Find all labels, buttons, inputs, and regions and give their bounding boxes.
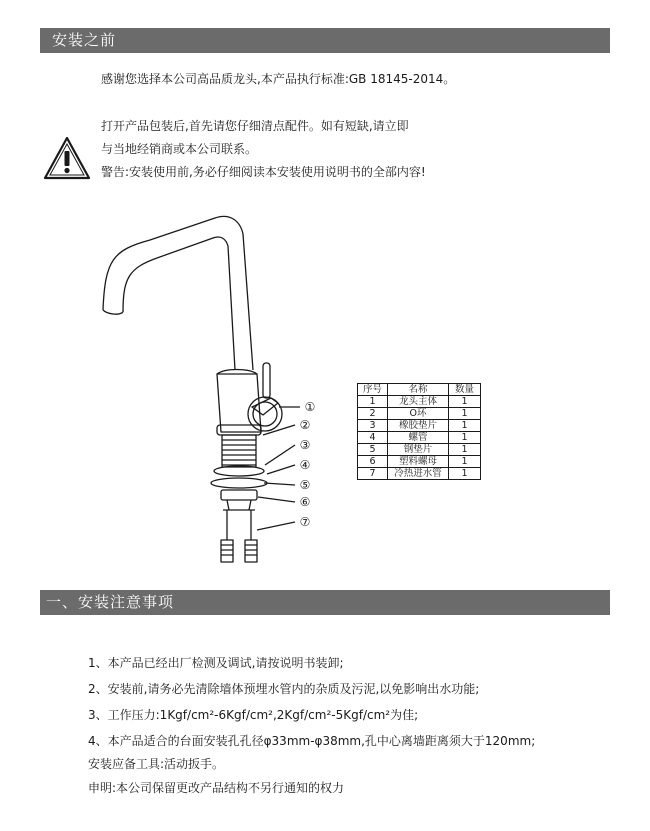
callout-6: ⑥ [299, 495, 311, 509]
spout-outline-inner [123, 237, 235, 370]
leader-3 [265, 445, 295, 465]
faucet-exploded-diagram [95, 210, 335, 570]
table-row [358, 456, 481, 468]
leader-7 [257, 522, 295, 530]
statement-note: 申明:本公司保留更改产品结构不另行通知的权力 [88, 781, 345, 795]
cell-index: 1 [358, 396, 388, 408]
leader-2 [263, 425, 295, 435]
tools-note: 安装应备工具:活动扳手。 [88, 757, 225, 771]
table-row [358, 444, 481, 456]
header-qty: 数量 [449, 384, 481, 396]
table-header-row [358, 384, 481, 396]
section-title-install-notes: 一、安装注意事项 [40, 590, 610, 615]
cell-qty: 1 [449, 408, 481, 420]
lever-handle [263, 363, 270, 398]
leader-5 [264, 483, 295, 485]
inlet-hose-left [221, 540, 233, 562]
cell-index: 4 [358, 432, 388, 444]
callout-1: ① [304, 400, 316, 414]
cell-qty: 1 [449, 444, 481, 456]
table-row [358, 408, 481, 420]
body-top [217, 370, 257, 375]
header-index: 序号 [358, 384, 388, 396]
steel-washer [211, 478, 267, 488]
callout-4: ④ [299, 458, 311, 472]
cell-index: 3 [358, 420, 388, 432]
table-row [358, 396, 481, 408]
cell-index: 7 [358, 468, 388, 480]
cell-index: 2 [358, 408, 388, 420]
spout-tip [103, 310, 123, 314]
section-title-before-install: 安装之前 [40, 28, 610, 53]
cell-index: 6 [358, 456, 388, 468]
cell-name: 龙头主体 [388, 396, 449, 408]
cell-name: 螺管 [388, 432, 449, 444]
cell-name: 钢垫片 [388, 444, 449, 456]
table-row [358, 432, 481, 444]
check-parts-line2: 与当地经销商或本公司联系。 [101, 142, 258, 156]
cell-qty: 1 [449, 396, 481, 408]
note-item-1: 1、本产品已经出厂检测及调试,请按说明书装卸; [88, 656, 344, 670]
warning-text: 警告:安装使用前,务必仔细阅读本安装使用说明书的全部内容! [101, 165, 426, 179]
callout-5: ⑤ [299, 478, 311, 492]
callout-3: ③ [299, 438, 311, 452]
callout-2: ② [299, 418, 311, 432]
note-item-4: 4、本产品适合的台面安装孔孔径φ33mm-φ38mm,孔中心离墙距离须大于120mm; [88, 734, 536, 748]
cell-qty: 1 [449, 420, 481, 432]
cell-qty: 1 [449, 468, 481, 480]
check-parts-line1: 打开产品包装后,首先请您仔细清点配件。如有短缺,请立即 [101, 119, 409, 133]
note-item-3: 3、工作压力:1Kgf/cm²-6Kgf/cm²,2Kgf/cm²-5Kgf/cm²为佳; [88, 708, 419, 722]
leader-4 [267, 465, 295, 474]
plastic-nut [221, 490, 257, 500]
cell-name: 冷热进水管 [388, 468, 449, 480]
cell-name: 橡胶垫片 [388, 420, 449, 432]
callout-7: ⑦ [299, 515, 311, 529]
faucet-body [217, 374, 261, 432]
inlet-hose-right [245, 540, 257, 562]
cell-name: O环 [388, 408, 449, 420]
cell-index: 5 [358, 444, 388, 456]
table-row [358, 420, 481, 432]
standard-text: 感谢您选择本公司高品质龙头,本产品执行标准:GB 18145-2014。 [101, 72, 456, 86]
parts-table [357, 383, 481, 480]
header-name: 名称 [388, 384, 449, 396]
cell-qty: 1 [449, 456, 481, 468]
leader-6 [258, 497, 295, 502]
cell-qty: 1 [449, 432, 481, 444]
cell-name: 塑料螺母 [388, 456, 449, 468]
table-row [358, 468, 481, 480]
note-item-2: 2、安装前,请务必先清除墙体预埋水管内的杂质及污泥,以免影响出水功能; [88, 682, 480, 696]
warning-triangle-icon [42, 135, 92, 181]
